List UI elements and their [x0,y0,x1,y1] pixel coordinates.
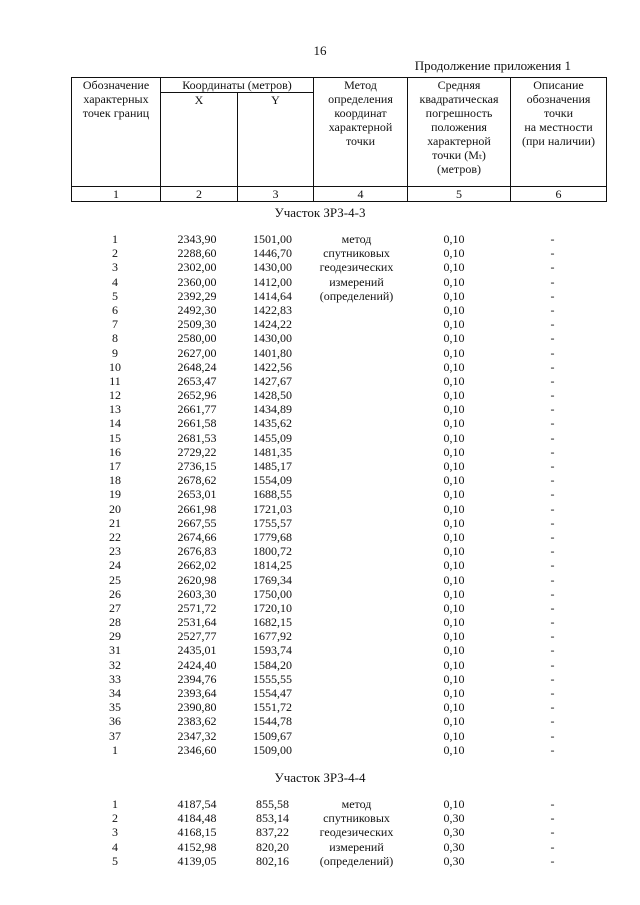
description-value: - [550,331,555,346]
y-coordinate: 1688,55 [253,487,292,502]
y-coordinate: 1554,47 [253,686,292,700]
y-coordinate: 802,16 [256,853,289,868]
point-number: 25 [109,572,121,587]
description-value: - [550,728,555,743]
description-value: - [550,629,555,644]
error-value: 0,10 [443,515,465,530]
point-number: 36 [109,714,121,729]
table-row [71,558,600,572]
header-col-number: 5 [408,187,511,202]
method-placeholder [310,658,403,672]
header-point-designation: Обозначение характерных точек границ [72,78,161,187]
error-value: 0,10 [443,671,465,686]
description-value: - [550,388,555,403]
method-placeholder [310,374,403,388]
error-value: 0,10 [443,742,465,757]
method-cell: метод спутниковых геодезических измерений (определений) [319,232,394,303]
error-value: 0,10 [443,615,465,630]
table-row [71,388,600,402]
description-value: - [550,600,555,615]
point-number: 4 [112,839,118,854]
description-value: - [550,839,555,854]
x-coordinate: 2603,30 [177,586,217,601]
x-coordinate: 2736,15 [177,459,217,473]
y-coordinate: 1509,00 [253,742,292,757]
method-placeholder [310,615,403,629]
x-coordinate: 2531,64 [177,615,217,630]
description-value: - [550,373,555,388]
x-coordinate: 2424,40 [177,657,217,672]
page-number: 16 [313,43,327,58]
point-number: 32 [109,657,121,672]
method-placeholder [310,473,403,487]
table-row [71,487,600,501]
x-coordinate: 2674,66 [177,529,217,544]
point-number: 22 [109,529,121,544]
table-row [71,587,600,601]
method-placeholder [310,346,403,360]
method-placeholder [310,530,403,544]
point-number: 14 [109,416,121,431]
description-value: - [550,558,555,573]
table-row [71,317,600,331]
method-placeholder [310,317,403,331]
point-number: 3 [112,260,118,275]
x-coordinate: 2729,22 [177,444,217,459]
y-coordinate: 1430,00 [253,331,292,346]
point-number: 11 [109,373,121,388]
table-row [71,502,600,516]
error-value: 0,10 [443,430,465,445]
method-placeholder [310,573,403,587]
y-coordinate: 1481,35 [253,444,292,459]
x-coordinate: 2360,00 [177,274,217,289]
method-placeholder [310,544,403,558]
description-value: - [550,529,555,544]
point-number: 6 [112,302,118,317]
y-coordinate: 1485,17 [253,459,292,473]
table-row [71,416,600,430]
x-coordinate: 2662,02 [177,558,217,573]
error-value: 0,10 [443,700,465,715]
table-row [71,658,600,672]
table-row [71,700,600,714]
x-coordinate: 4187,54 [177,797,217,811]
error-value: 0,10 [443,359,465,374]
method-placeholder [310,601,403,615]
point-number: 35 [109,700,121,715]
description-value: - [550,657,555,672]
error-value: 0,10 [443,473,465,488]
point-number: 27 [109,600,121,615]
method-placeholder [310,700,403,714]
description-value: - [550,586,555,601]
error-value: 0,10 [443,686,465,700]
y-coordinate: 1434,89 [253,402,292,417]
error-value: 0,10 [443,586,465,601]
error-value: 0,10 [443,260,465,275]
table-row [71,672,600,686]
point-number: 5 [112,853,118,868]
description-value: - [550,797,555,811]
table-header [71,77,607,202]
description-value: - [550,544,555,559]
error-value: 0,10 [443,331,465,346]
table-row [71,346,600,360]
x-coordinate: 2288,60 [177,246,217,261]
section-title: Участок ЗРЗ-4-4 [274,770,366,785]
x-coordinate: 2661,77 [177,402,217,417]
error-value: 0,10 [443,643,465,658]
method-placeholder [310,643,403,657]
coordinates-table-zrz-4-3 [71,232,600,757]
error-value: 0,10 [443,232,465,246]
description-value: - [550,430,555,445]
y-coordinate: 1584,20 [253,657,292,672]
y-coordinate: 1682,15 [253,615,292,630]
y-coordinate: 1721,03 [253,501,292,516]
error-value: 0,10 [443,558,465,573]
x-coordinate: 2681,53 [177,430,217,445]
description-value: - [550,232,555,246]
x-coordinate: 4152,98 [177,839,217,854]
description-value: - [550,359,555,374]
y-coordinate: 1779,68 [253,529,292,544]
x-coordinate: 4168,15 [177,825,217,840]
y-coordinate: 1593,74 [253,643,292,658]
error-value: 0,10 [443,246,465,261]
description-value: - [550,317,555,332]
error-value: 0,10 [443,657,465,672]
point-number: 1 [112,797,118,811]
x-coordinate: 2620,98 [177,572,217,587]
error-value: 0,10 [443,416,465,431]
x-coordinate: 2653,01 [177,487,217,502]
x-coordinate: 2302,00 [177,260,217,275]
error-value: 0,10 [443,302,465,317]
point-number: 12 [109,388,121,403]
description-value: - [550,288,555,303]
table-row [71,629,600,643]
error-value: 0,10 [443,373,465,388]
point-number: 10 [109,359,121,374]
error-value: 0,30 [443,825,465,840]
x-coordinate: 2652,96 [177,388,217,403]
y-coordinate: 1435,62 [253,416,292,431]
method-cell: метод спутниковых геодезических измерений (определений) [319,797,394,868]
point-number: 16 [109,444,121,459]
description-value: - [550,853,555,868]
y-coordinate: 1814,25 [253,558,292,573]
y-coordinate: 1555,55 [253,671,292,686]
y-coordinate: 1427,67 [253,373,292,388]
point-number: 2 [112,246,118,261]
x-coordinate: 2678,62 [177,473,217,488]
method-placeholder [310,431,403,445]
description-value: - [550,274,555,289]
header-mean-square-error: Средняя квадратическая погрешность положения характерной точки (Mₜ) (метров) [408,78,511,187]
table-row [71,445,600,459]
point-number: 5 [112,288,118,303]
header-description: Описание обозначения точки на местности (при наличии) [511,78,607,187]
method-placeholder [310,587,403,601]
description-value: - [550,444,555,459]
x-coordinate: 2390,80 [177,700,217,715]
point-number: 15 [109,430,121,445]
x-coordinate: 2571,72 [177,600,217,615]
x-coordinate: 2509,30 [177,317,217,332]
y-coordinate: 1412,00 [253,274,292,289]
table-row [71,516,600,530]
description-value: - [550,260,555,275]
method-placeholder [310,686,403,700]
method-placeholder [310,445,403,459]
description-value: - [550,572,555,587]
description-value: - [550,742,555,757]
header-y: Y [238,93,314,187]
table-row [71,729,600,743]
error-value: 0,10 [443,714,465,729]
point-number: 3 [112,825,118,840]
y-coordinate: 1554,09 [253,473,292,488]
x-coordinate: 2393,64 [177,686,217,700]
method-placeholder [310,516,403,530]
point-number: 29 [109,629,121,644]
method-placeholder [310,459,403,473]
x-coordinate: 4139,05 [177,853,217,868]
x-coordinate: 2653,47 [177,373,217,388]
error-value: 0,10 [443,388,465,403]
point-number: 17 [109,459,121,473]
point-number: 13 [109,402,121,417]
x-coordinate: 2580,00 [177,331,217,346]
point-number: 18 [109,473,121,488]
table-row [71,473,600,487]
error-value: 0,10 [443,544,465,559]
table-row [71,530,600,544]
x-coordinate: 2648,24 [177,359,217,374]
y-coordinate: 1414,64 [253,288,292,303]
y-coordinate: 1544,78 [253,714,292,729]
point-number: 8 [112,331,118,346]
table-row [71,686,600,700]
y-coordinate: 1755,57 [253,515,292,530]
description-value: - [550,700,555,715]
header-col-number: 1 [72,187,161,202]
x-coordinate: 2627,00 [177,345,217,360]
point-number: 19 [109,487,121,502]
header-x: X [161,93,238,187]
table-row [71,431,600,445]
continuation-note: Продолжение приложения 1 [414,58,571,73]
x-coordinate: 2343,90 [177,232,217,246]
description-value: - [550,501,555,516]
error-value: 0,10 [443,572,465,587]
error-value: 0,10 [443,487,465,502]
method-placeholder [310,416,403,430]
error-value: 0,10 [443,317,465,332]
point-number: 1 [112,742,118,757]
method-placeholder [310,303,403,317]
point-number: 37 [109,728,121,743]
point-number: 4 [112,274,118,289]
y-coordinate: 1430,00 [253,260,292,275]
error-value: 0,10 [443,600,465,615]
y-coordinate: 1509,67 [253,728,292,743]
method-placeholder [310,558,403,572]
y-coordinate: 1750,00 [253,586,292,601]
method-placeholder [310,487,403,501]
x-coordinate: 2661,58 [177,416,217,431]
y-coordinate: 1455,09 [253,430,292,445]
description-value: - [550,615,555,630]
table-row [71,615,600,629]
error-value: 0,10 [443,345,465,360]
description-value: - [550,402,555,417]
error-value: 0,10 [443,797,465,811]
error-value: 0,10 [443,444,465,459]
description-value: - [550,459,555,473]
y-coordinate: 1677,92 [253,629,292,644]
y-coordinate: 1424,22 [253,317,292,332]
section-title: Участок ЗРЗ-4-3 [274,205,366,220]
table-row [71,743,600,757]
x-coordinate: 2346,60 [177,742,217,757]
y-coordinate: 1551,72 [253,700,292,715]
method-placeholder [310,729,403,743]
x-coordinate: 2661,98 [177,501,217,516]
table-row [71,714,600,728]
error-value: 0,10 [443,274,465,289]
description-value: - [550,714,555,729]
table-row [71,601,600,615]
error-value: 0,30 [443,811,465,826]
x-coordinate: 2435,01 [177,643,217,658]
header-method: Метод определения координат характерной точки [314,78,408,187]
point-number: 21 [109,515,121,530]
table-row [71,643,600,657]
table-row [71,402,600,416]
y-coordinate: 837,22 [256,825,289,840]
error-value: 0,30 [443,839,465,854]
x-coordinate: 2383,62 [177,714,217,729]
x-coordinate: 2394,76 [177,671,217,686]
method-placeholder [310,388,403,402]
y-coordinate: 1428,50 [253,388,292,403]
method-placeholder [310,714,403,728]
method-placeholder [310,402,403,416]
point-number: 20 [109,501,121,516]
error-value: 0,10 [443,501,465,516]
method-placeholder [310,629,403,643]
description-value: - [550,643,555,658]
point-number: 26 [109,586,121,601]
y-coordinate: 853,14 [256,811,289,826]
error-value: 0,10 [443,629,465,644]
y-coordinate: 1501,00 [253,232,292,246]
header-col-number: 6 [511,187,607,202]
method-placeholder [310,331,403,345]
description-value: - [550,487,555,502]
y-coordinate: 1720,10 [253,600,292,615]
x-coordinate: 2527,77 [177,629,217,644]
y-coordinate: 1446,70 [253,246,292,261]
method-placeholder [310,360,403,374]
description-value: - [550,671,555,686]
error-value: 0,10 [443,459,465,473]
table-row [71,573,600,587]
description-value: - [550,345,555,360]
table-row [71,331,600,345]
y-coordinate: 1800,72 [253,544,292,559]
error-value: 0,10 [443,728,465,743]
description-value: - [550,302,555,317]
x-coordinate: 2667,55 [177,515,217,530]
y-coordinate: 855,58 [256,797,289,811]
header-coordinates: Координаты (метров) [161,78,314,93]
y-coordinate: 1401,80 [253,345,292,360]
point-number: 9 [112,345,118,360]
point-number: 33 [109,671,121,686]
point-number: 24 [109,558,121,573]
description-value: - [550,515,555,530]
point-number: 7 [112,317,118,332]
error-value: 0,10 [443,288,465,303]
point-number: 34 [109,686,121,700]
y-coordinate: 1422,56 [253,359,292,374]
description-value: - [550,473,555,488]
table-row [71,459,600,473]
y-coordinate: 1422,83 [253,302,292,317]
point-number: 31 [109,643,121,658]
description-value: - [550,416,555,431]
x-coordinate: 4184,48 [177,811,217,826]
error-value: 0,10 [443,529,465,544]
table-row [71,374,600,388]
point-number: 1 [112,232,118,246]
method-placeholder [310,672,403,686]
header-col-number: 3 [238,187,314,202]
x-coordinate: 2492,30 [177,302,217,317]
x-coordinate: 2392,29 [177,288,217,303]
header-col-number: 2 [161,187,238,202]
error-value: 0,30 [443,853,465,868]
description-value: - [550,246,555,261]
description-value: - [550,686,555,700]
method-placeholder [310,502,403,516]
point-number: 23 [109,544,121,559]
header-col-number: 4 [314,187,408,202]
y-coordinate: 1769,34 [253,572,292,587]
point-number: 28 [109,615,121,630]
x-coordinate: 2347,32 [177,728,217,743]
point-number: 2 [112,811,118,826]
method-placeholder [310,743,403,757]
description-value: - [550,811,555,826]
table-row [71,544,600,558]
y-coordinate: 820,20 [256,839,289,854]
error-value: 0,10 [443,402,465,417]
table-row [71,360,600,374]
table-row [71,303,600,317]
description-value: - [550,825,555,840]
x-coordinate: 2676,83 [177,544,217,559]
